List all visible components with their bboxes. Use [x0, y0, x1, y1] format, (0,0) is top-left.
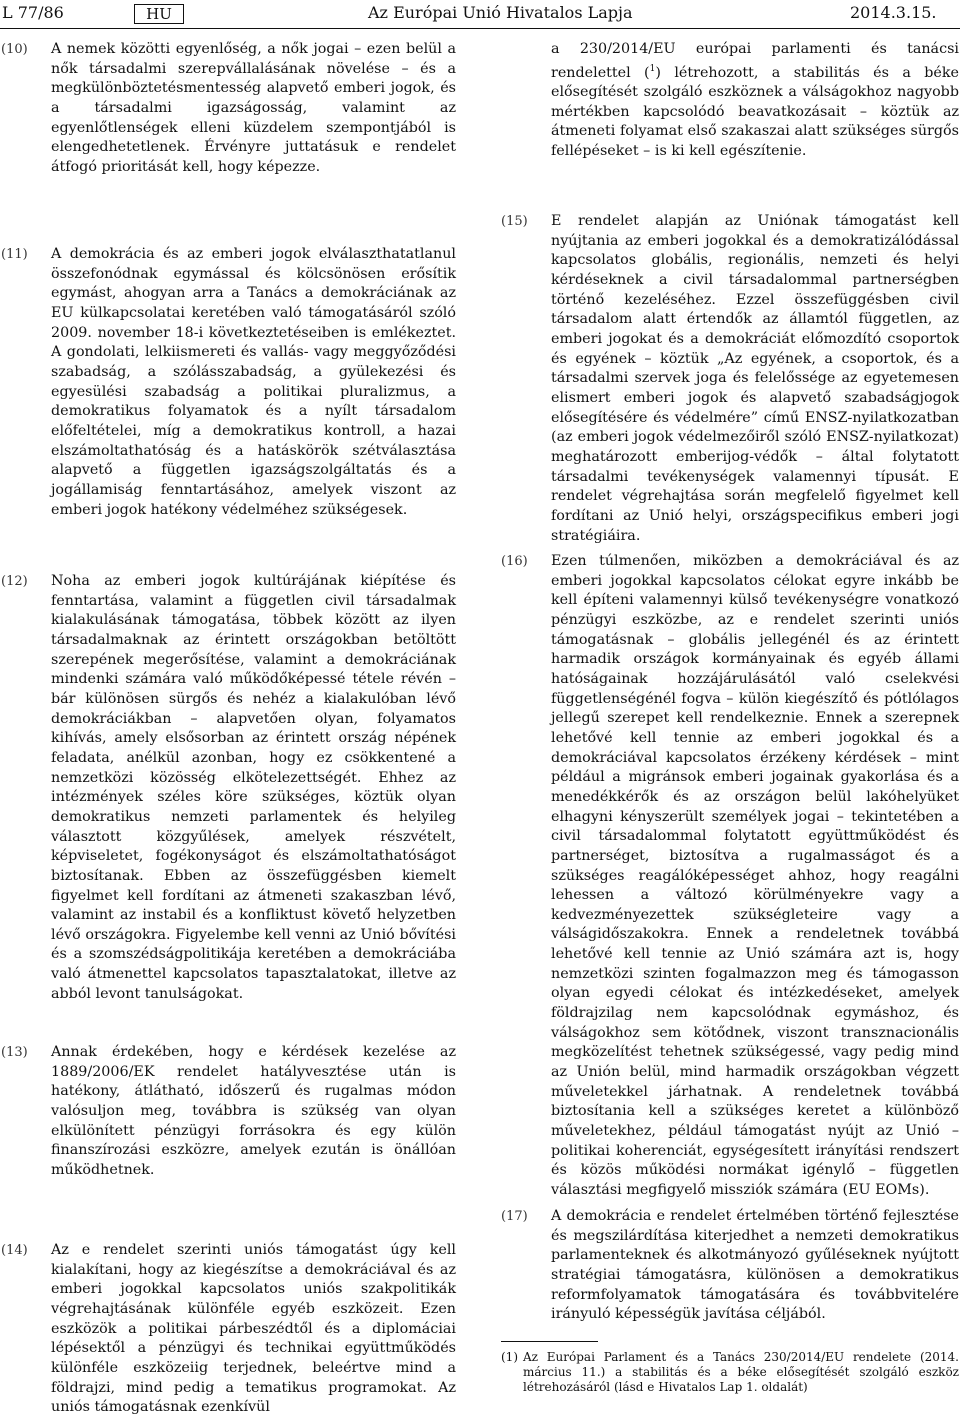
issue-date: 2014.3.15.	[850, 3, 937, 22]
recital-16	[501, 552, 959, 1201]
header-rule	[0, 28, 960, 29]
language-code-box: HU	[134, 4, 184, 24]
recital-text: Annak érdekében, hogy e kérdések kezelése az 1889/2006/EK rendelet hatályvesztése után is hatékony, átlátható, időszerű és rugalmas módon valósuljon meg, továbbra is szükség van olyan elkülönített pénzügyi forrásokra és egy külön finanszírozási eszközre, amelyek ezután is önállóan működhetnek.	[51, 1044, 456, 1178]
recital-text: E rendelet alapján az Uniónak támogatást kell nyújtania az emberi jogokkal és a demokratizálódással kapcsolatos globális, regionális, nemzeti és helyi kérdéseknek a civil társadalommal partnerségben történő kezeléséhez. Ezzel összefüggésben civil társadalom alatt értendők az államtól független, az emberi jogokat és a demokráciát előmozdító csoportok és egyének – köztük „Az egyének, a csoportok, és a társadalmi szervek joga és felelőssége az egyetemesen elismert emberi jogok és alapvető szabadságjogok elősegítésére és védelmére” című ENSZ-nyilatkozatban (az emberi jogok védelmezőiről szóló ENSZ-nyilatkozat) meghatározott emberijog-védők – által folytatott társadalmi tevékenységek valamennyi típusát. E rendelet végrehajtása során megfelelő figyelmet kell fordítani az Unió helyi, országspecifikus emberi jogi stratégiáira.	[551, 213, 959, 544]
recital-10	[1, 40, 456, 178]
recital-text-pre: a 230/2014/EU európai parlamenti és tanácsi rendelettel (	[551, 41, 959, 81]
recital-text: Az e rendelet szerinti uniós támogatást úgy kell kialakítani, hogy az kiegészítse a demokráciával és az emberi jogokkal kapcsolatos uniós szakpolitikák végrehajtásának különféle egyéb eszközeit. Ezen eszközök a politikai párbeszédtől és a diplomáciai lépésektől a pénzügyi és technikai együttműködés különféle eszközeiig terjednek, beleértve mind a földrajzi, mind pedig a tematikus programokat. Az uniós támogatásnak ezenkívül	[51, 1242, 456, 1416]
recital-14	[1, 1241, 456, 1418]
footnote	[501, 1350, 959, 1395]
recital-number: (17)	[501, 1209, 528, 1224]
recital-text-post: ) létrehozott, a stabilitás és a béke elősegítését szolgáló eszköznek a válságokhoz nagyobb mértékben kapcsolódó beavatkozásait – köztük az átmeneti folyamat első szakaszai alatt szükséges sürgős fellépéseket – is ki kell egészítenie.	[551, 64, 959, 160]
recital-17	[501, 1207, 959, 1325]
recital-14-continued	[551, 40, 959, 162]
recital-number: (15)	[501, 214, 528, 229]
recital-number: (11)	[1, 247, 28, 262]
recital-number: (12)	[1, 574, 28, 589]
recital-number: (14)	[1, 1243, 28, 1258]
recital-number: (10)	[1, 42, 28, 57]
recital-text: A demokrácia e rendelet értelmében történő fejlesztése és megszilárdítása kiterjedhet a nemzeti demokratikus parlamenteknek és alkotmányozó gyűléseknek nyújtott stratégiai támogatásra, különösen a demokratikus reformfolyamatok támogatására és továbbvitelére irányuló képességük javítása céljából.	[551, 1208, 959, 1323]
page-header	[0, 0, 960, 26]
footnote-ref: 1	[649, 63, 656, 74]
journal-name: Az Európai Unió Hivatalos Lapja	[368, 3, 633, 22]
recital-text: Noha az emberi jogok kultúrájának kiépítése és fenntartása, valamint a független civil társadalmak kialakulásának támogatása, többek között az ilyen társadalmaknak az érintett országokban betöltött szerepének megerősítése, valamint a demokráciának mindenki számára való működőképessé tétele révén – bár különösen sürgős és nehéz a kialakulóban lévő demokráciákban – alapvetően olyan, folyamatos kihívás, amely elsősorban az érintett ország népének feladata, anélkül azonban, hogy ez csökkentené a nemzetközi közösség elkötelezettségét. Ehhez az intézmények széles köre szükséges, köztük olyan demokratikus nemzeti parlamentek és helyileg választott közgyűlések, amelyek részvételt, képviseletet, fogékonyságot és elszámoltathatóságot biztosítanak. Ebben az összefüggésben kiemelt figyelmet kell fordítani az átmeneti szakaszban lévő, valamint az instabil és a konfliktust követő helyzetben lévő országokra. Figyelembe kell venni az Unió bővítési és a szomszédságpolitikája keretében a demokráciába való átmenettel kapcsolatos tapasztalatokat, illetve az abból levont tanulságokat.	[51, 573, 456, 1002]
recital-text: Ezen túlmenően, miközben a demokráciával és az emberi jogokkal kapcsolatos célokat egyre inkább be kell építeni valamennyi külső tevékenységre vonatkozó pénzügyi eszközbe, az e rendelet szerinti uniós támogatásnak – globális jellegénél és az érintett harmadik országok kormányainak és egyéb állami hatóságainak hozzájárulásától való cselekvési függetlenségénél fogva – külön kiegészítő és pótlólagos jellegű szerepet kell rendelkeznie. Ennek a szerepnek lehetővé kell tennie az emberi jogokkal és a demokráciával kapcsolatos érzékeny kérdések – mint például a migránsok emberi jogainak gyakorlása és a menedékkérők és az országon belül lakóhelyüket elhagyni kényszerült személyek jogai – tekintetében a civil társadalommal folytatott együttműködést és partnerséget, biztosítva a rugalmasságot és a szükséges reagálóképességet ahhoz, hogy reagálni lehessen a változó körülményekre vagy a kedvezményezettek szükségleteire vagy a válságidőszakokra. Ennek a rendeletnek továbbá lehetővé kell tennie az Unió számára azt is, hogy nemzetközi szinten fogalmazzon meg és támogasson olyan egyedi célokat és intézkedéseket, amelyek földrajzilag nem kapcsolódnak egymáshoz, és válságokhoz sem kötődnek, viszont transznacionális megközelítést tehetnek szükségessé, vagy pedig mind az Unión belül, mind harmadik országokban végzett műveletekkel járhatnak. A rendeletnek továbbá biztosítania kell a szükséges keretet a különböző műveletekhez, például támogatást nyújt az Unió – politikai koherenciát, egységesített irányítási rendszert és közös működési normákat igénylő – független választási megfigyelő missziók számára (EU EOMs).	[551, 553, 959, 1198]
recital-text: A demokrácia és az emberi jogok elválaszthatatlanul összefonódnak egymással és kölcsönösen erősítik egymást, ahogyan arra a Tanács a demokráciának az EU külkapcsolatai keretében való támogatásáról szóló 2009. november 18-i következtetéseiben is emlékeztet. A gondolati, lelkiismereti és vallás- vagy meggyőződési szabadság, a szólásszabadság, a gyülekezési és egyesülési szabadság a politikai pluralizmus, a demokratikus folyamatok és a nyílt társadalom előfeltételei, míg a demokratikus kontroll, a hazai elszámoltathatóság és a hatáskörök szétválasztása alapvető a független igazságszolgáltatás és a jogállamiság fenntartásához, amelyek viszont az emberi jogok hatékony védelméhez szükségesek.	[51, 246, 456, 518]
recital-15	[501, 212, 959, 546]
recital-number: (13)	[1, 1045, 28, 1060]
recital-text: A nemek közötti egyenlőség, a nők jogai – ezen belül a nők társadalmi szerepvállalásának növelése – és a megkülönböztetésmentesség alapvető emberi jogok, és a társadalmi igazságosság, valamint az egyenlőtlenségek elleni küzdelem szempontjából is elengedhetetlenek. Érvényre juttatásuk e rendelet átfogó prioritását kell, hogy képezze.	[51, 41, 456, 175]
recital-13	[1, 1043, 456, 1181]
footnote-rule	[501, 1341, 598, 1342]
footnote-text: Az Európai Parlament és a Tanács 230/2014/EU rendelete (2014. március 11.) a stabilitás és a béke elősegítését szolgáló eszköz létrehozásáról (lásd e Hivatalos Lap 1. oldalát)	[523, 1350, 959, 1394]
recital-number: (16)	[501, 554, 528, 569]
recital-12	[1, 572, 456, 1004]
footnote-number: (1)	[501, 1350, 518, 1364]
page-number: L 77/86	[2, 3, 64, 22]
recital-text	[551, 40, 959, 162]
recital-11	[1, 245, 456, 520]
